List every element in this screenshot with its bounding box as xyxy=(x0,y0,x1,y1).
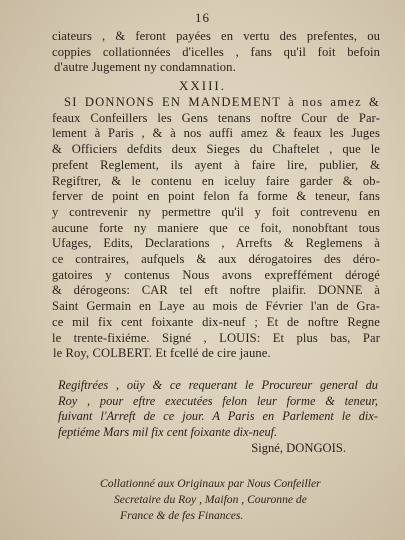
continued-paragraph xyxy=(52,29,380,76)
text-line: Regiftrer, & le contenu en iceluy faire garder & ob- xyxy=(52,173,380,188)
text-line: le Roy, COLBERT. Et fcellé de cire jaune. xyxy=(53,346,271,361)
text-line: lement à Paris , & à nos auffi amez & feaux les Juges xyxy=(52,126,380,141)
text-line: Ufages, Edits, Declarations , Arrefts & Reglemens à xyxy=(52,236,380,251)
text-line: d'autre Jugement ny condamnation. xyxy=(54,60,236,75)
text-line: le trente-fixiéme. Signé , LOUIS: Et plus bas, Par xyxy=(52,330,380,345)
article-paragraph xyxy=(52,95,380,362)
text-line: gatoires y contenus Nous avons expreffément dérogé xyxy=(52,267,380,282)
text-line: Saint Germain en Laye au mois de Février l'an de Gra- xyxy=(52,299,380,314)
text-line: coppies collationnées d'icelles , fans qu'il foit befoin xyxy=(52,44,380,59)
registration-note xyxy=(58,378,378,441)
text-line: ce mil fix cent foixante dix-neuf ; Et de noftre Regne xyxy=(52,314,380,329)
signature-line: Signé, DONGOIS. xyxy=(251,441,346,455)
text-line: Secretaire du Roy , Maifon , Couronne de xyxy=(114,493,307,506)
page-number: 16 xyxy=(195,10,210,25)
article-number: XXIII. xyxy=(178,78,226,93)
text-line: Collationné aux Originaux par Nous Confeiller xyxy=(100,477,321,490)
collation-note xyxy=(100,476,370,524)
text-line: SI DONNONS EN MANDEMENT à nos amez & xyxy=(64,95,380,109)
text-line: ce contraires, aufquels & aux dérogatoires des déro- xyxy=(52,252,380,267)
text-line: & dérogeons: CAR tel eft noftre plaifir. DONNE à xyxy=(52,283,380,298)
text-line: feaux Confeillers les Gens tenans noftre Cour de Par- xyxy=(52,110,380,125)
text-line: & Officiers defdits deux Sieges du Chaftelet , que le xyxy=(52,142,380,157)
text-line: y contrevenir ny permettre qu'il y foit contrevenu en xyxy=(52,204,380,219)
text-line: prefent Reglement, ils ayent à faire lire, publier, & xyxy=(52,157,380,172)
text-line: France & de fes Finances. xyxy=(120,509,244,522)
text-line: aucune forte ny maniere que ce foit, nonobftant tous xyxy=(52,220,380,235)
text-line: feptiéme Mars mil fix cent foixante dix-neuf. xyxy=(58,425,278,440)
text-line: fuivant l'Arreft de ce jour. A Paris en Parlement le dix- xyxy=(58,409,378,424)
text-line: ferver de point en point felon fa forme & teneur, fans xyxy=(52,189,380,204)
text-line: Regiftrées , oüy & ce requerant le Procureur general du xyxy=(58,378,378,392)
text-line: ciateurs , & feront payées en vertu des prefentes, ou xyxy=(52,29,380,43)
text-line: Roy , pour eftre executées felon leur forme & teneur, xyxy=(58,393,378,408)
